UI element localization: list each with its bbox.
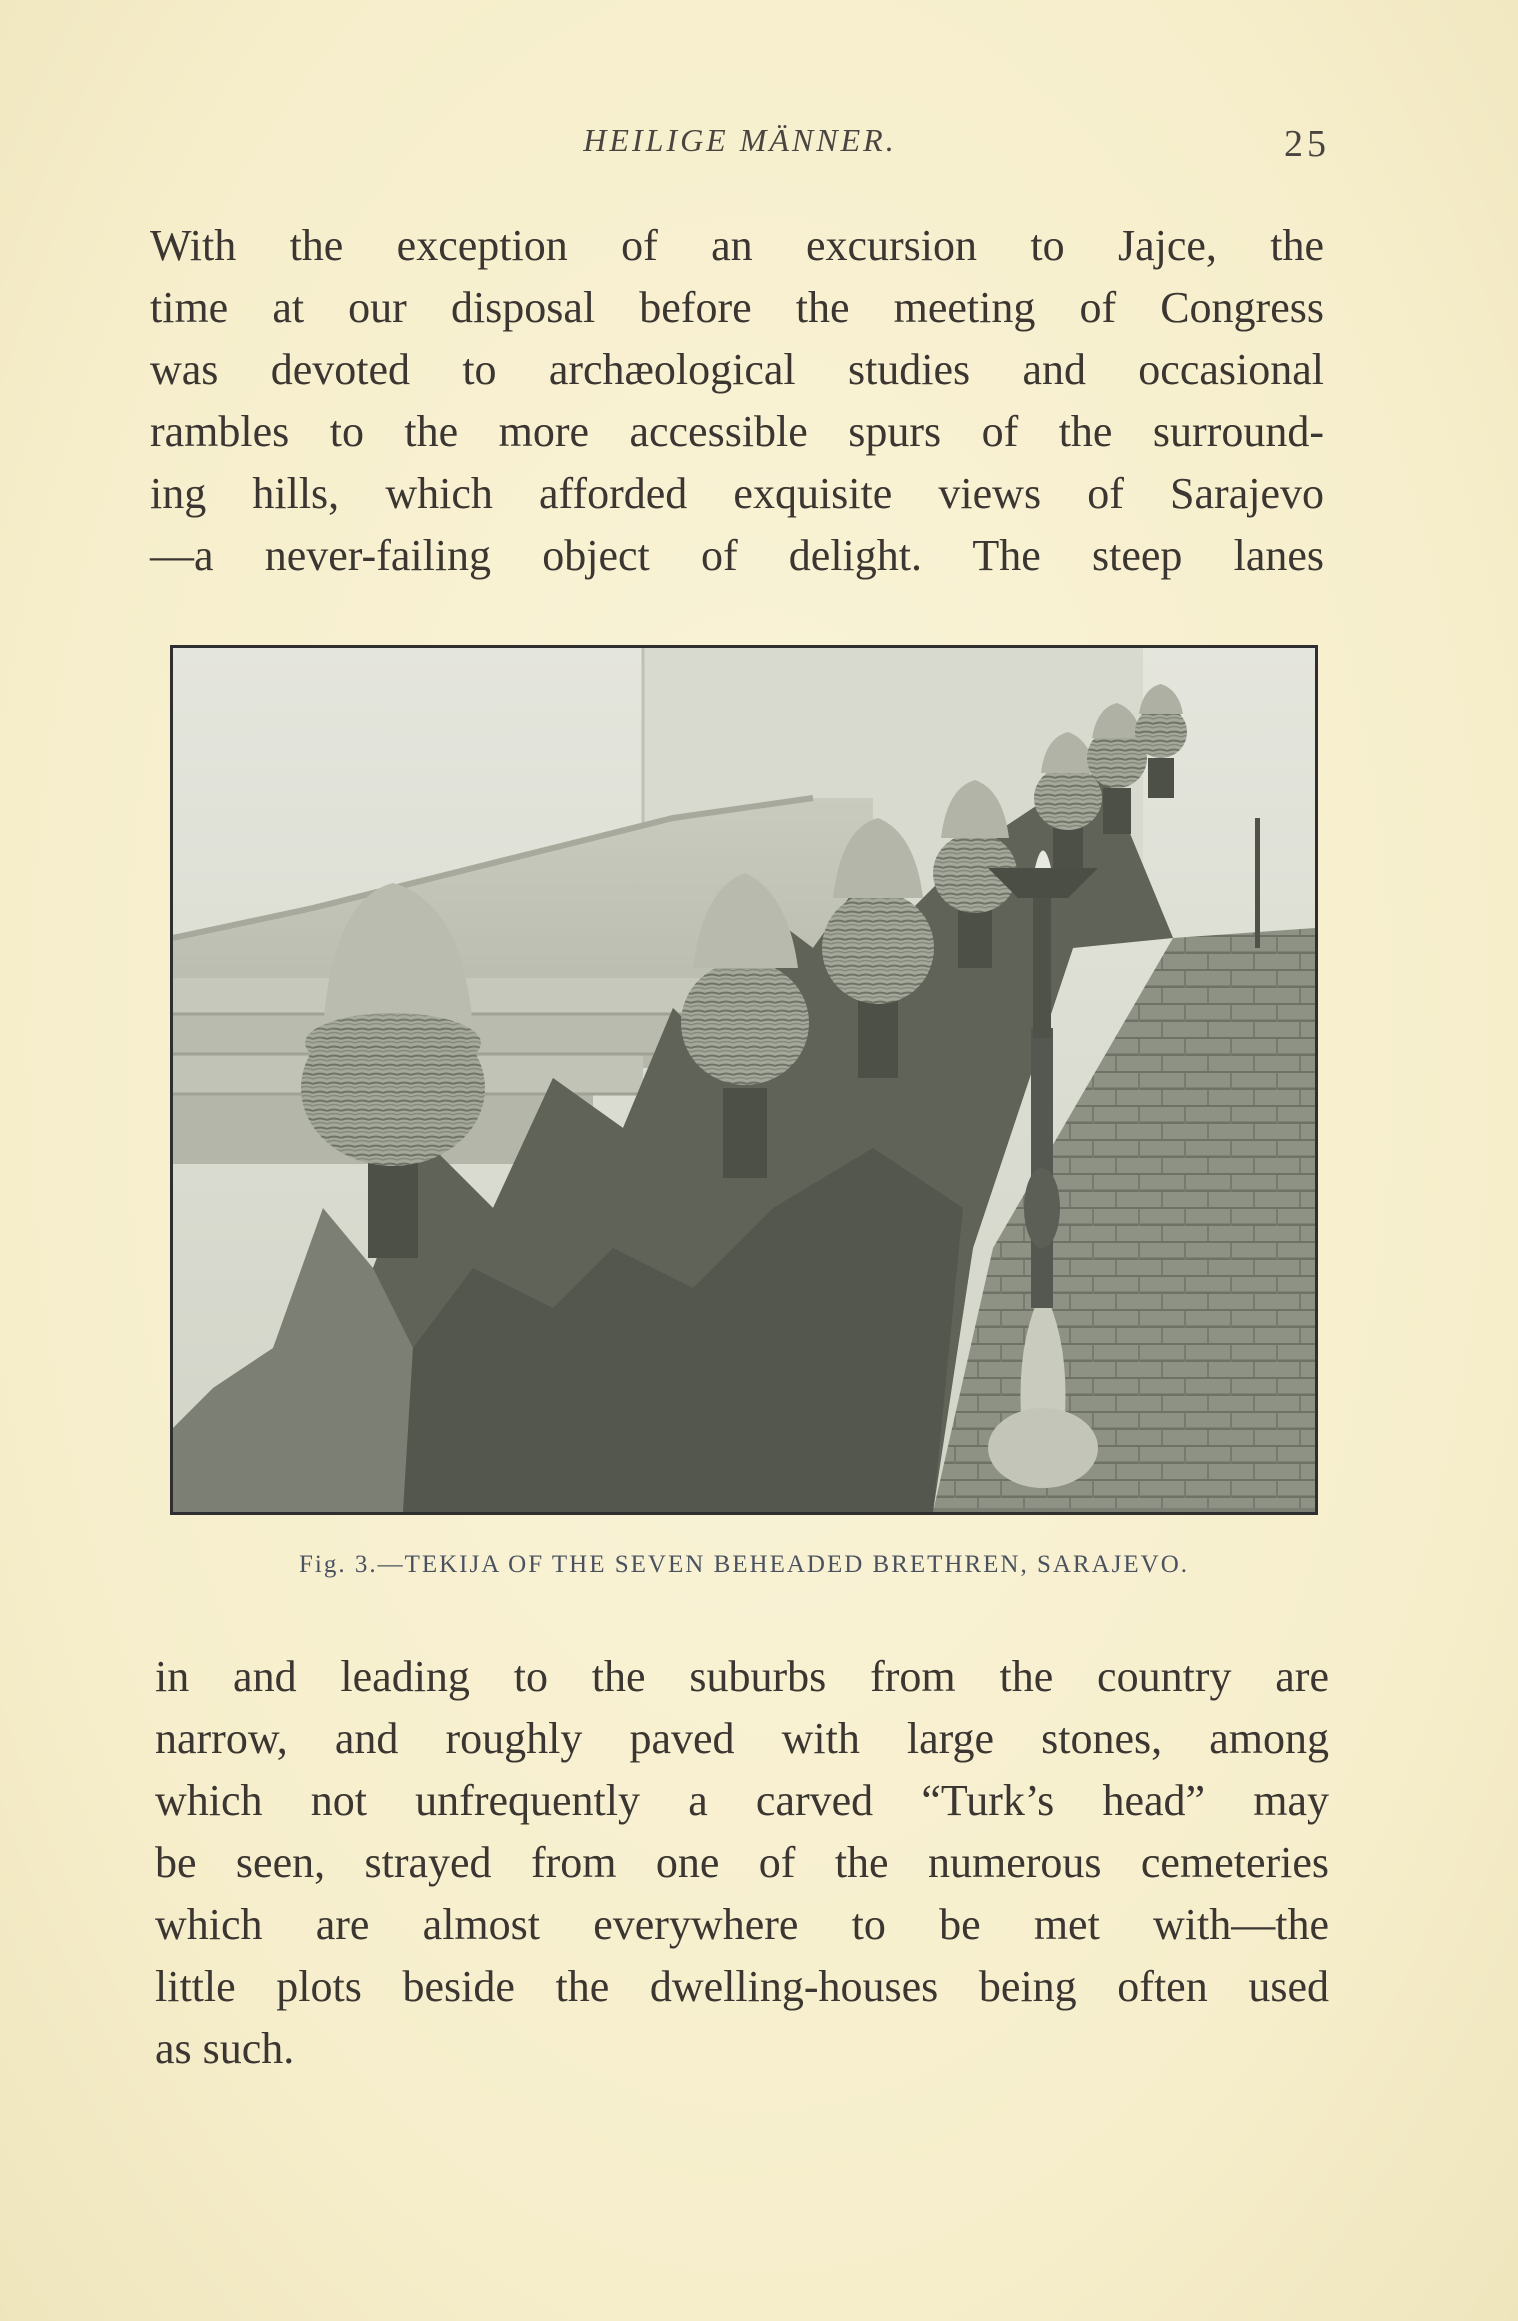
text-line: time at our disposal before the meeting of Congress	[150, 283, 1324, 332]
text-line: as such.	[155, 2024, 295, 2073]
text-line: With the exception of an excursion to Jajce, the	[150, 221, 1324, 270]
bottom-paragraph	[155, 1646, 1329, 2080]
text-line: rambles to the more accessible spurs of the surround-	[150, 407, 1324, 456]
tekija-photo-illustration	[173, 648, 1315, 1512]
text-line: —a never-failing object of delight. The steep lanes	[150, 531, 1324, 580]
figure-caption: Fig. 3.—TEKIJA OF THE SEVEN BEHEADED BRETHREN, SARAJEVO.	[298, 1551, 1190, 1578]
running-title: HEILIGE MÄNNER.	[583, 122, 897, 158]
figure-photograph	[170, 645, 1318, 1515]
top-paragraph	[150, 215, 1324, 587]
running-head	[150, 122, 1330, 172]
text-line: little plots beside the dwelling-houses being often used	[155, 1962, 1329, 2011]
text-line: which are almost everywhere to be met with—the	[155, 1900, 1329, 1949]
text-line: in and leading to the suburbs from the country are	[155, 1652, 1329, 1701]
text-line: which not unfrequently a carved “Turk’s head” may	[155, 1776, 1329, 1825]
text-line: was devoted to archæological studies and occasional	[150, 345, 1324, 394]
page-number: 25	[1284, 123, 1330, 165]
text-line: narrow, and roughly paved with large stones, among	[155, 1714, 1329, 1763]
text-line: ing hills, which afforded exquisite views of Sarajevo	[150, 469, 1324, 518]
text-line: be seen, strayed from one of the numerous cemeteries	[155, 1838, 1329, 1887]
